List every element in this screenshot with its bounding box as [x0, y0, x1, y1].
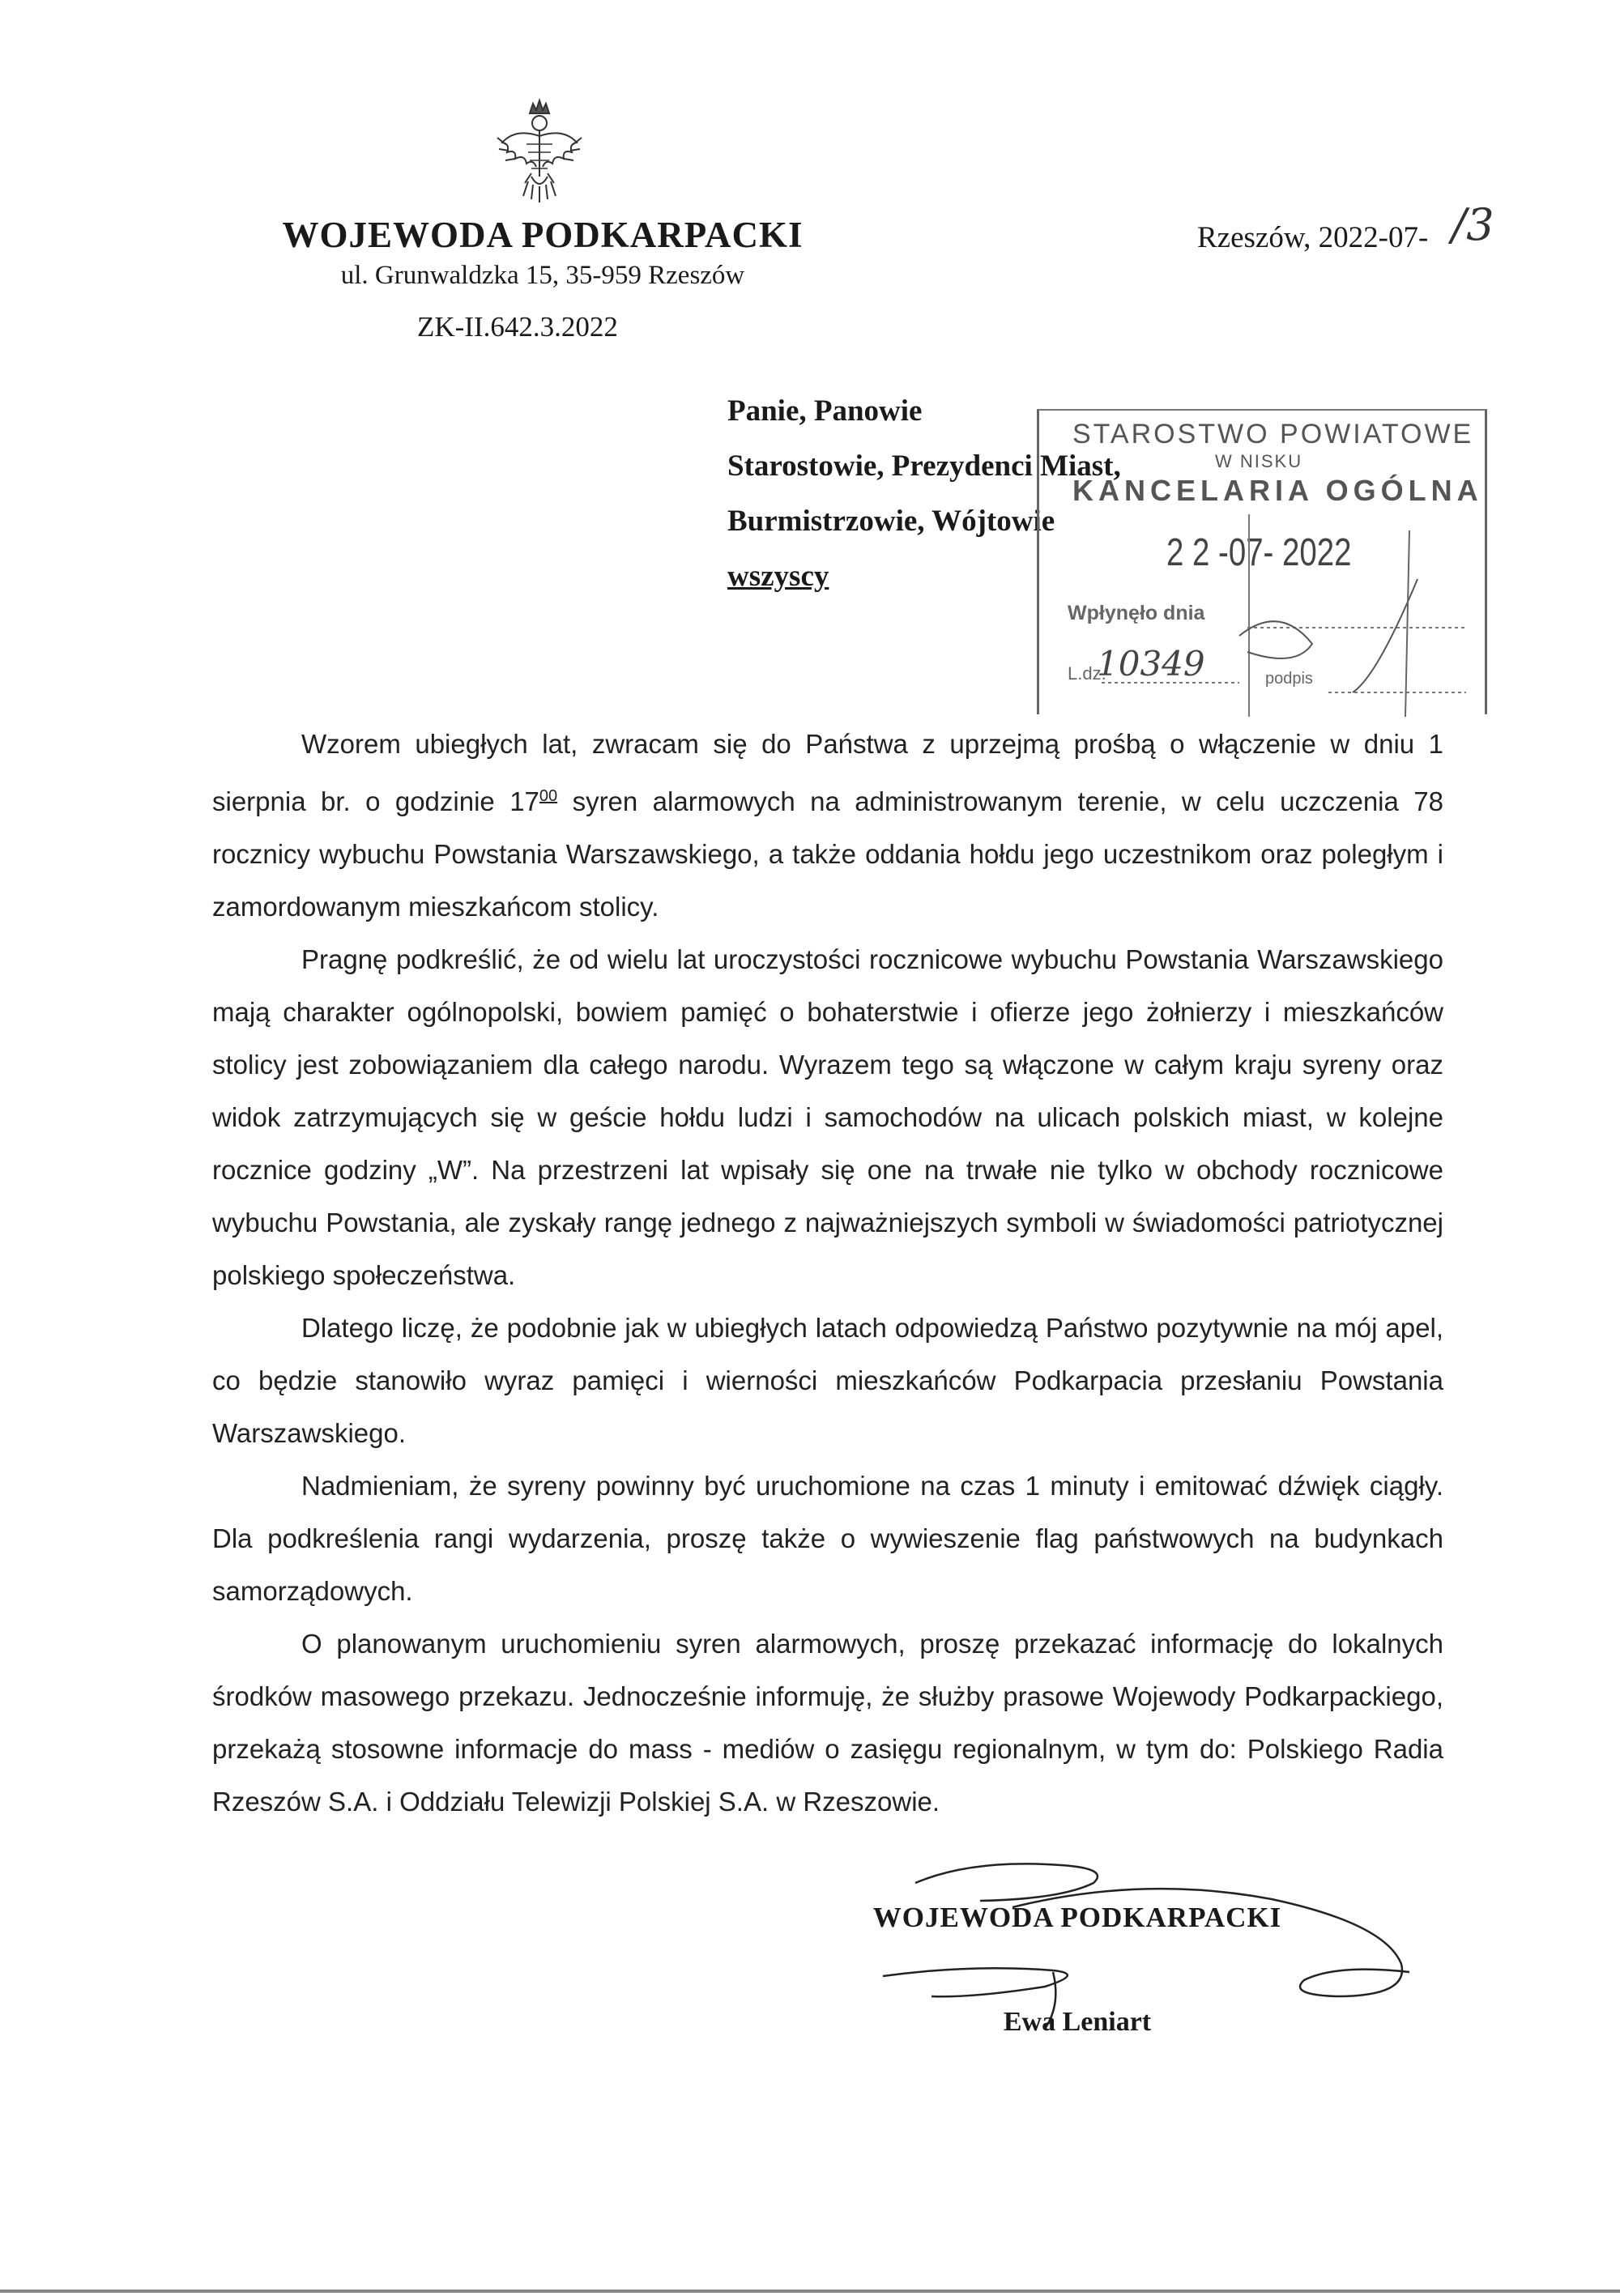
addressee-line: Burmistrzowie, Wójtowie [727, 505, 1055, 538]
addressee-line: wszyscy [727, 560, 829, 593]
paragraph-text: Wzorem ubiegłych lat, zwracam się do Państwa z uprzejmą prośbą o włączenie w dniu 1 sierpnia br. o godzinie 17 [212, 729, 1443, 816]
letter-body [212, 718, 1443, 1828]
stamp-ldz-label: L.dz. [1068, 663, 1106, 684]
signature-block [842, 1902, 1312, 2038]
addressee-line: Starostowie, Prezydenci Miast, [727, 449, 1121, 483]
paragraph: Dlatego liczę, że podobnie jak w ubiegłych latach odpowiedzą Państwo pozytywnie na mój apel, co będzie stanowiło wyraz pamięci i wierności mieszkańców Podkarpacia przesłaniu Powstania Warszawskiego. [212, 1313, 1443, 1448]
signatory-title: WOJEWODA PODKARPACKI [872, 1902, 1282, 1933]
stamp-handwritten-number: 10349 [1097, 644, 1205, 684]
issuer-block [243, 212, 842, 293]
handwritten-day: /3 [1452, 199, 1494, 250]
stamp-town: W NISKU [1215, 451, 1303, 471]
paragraph [212, 718, 1443, 933]
place-date: Rzeszów, 2022-07- [1197, 221, 1429, 254]
signatory-name: Ewa Leniart [1003, 2007, 1152, 2037]
stamp-date: 2 2 -07- 2022 [1166, 531, 1352, 574]
case-reference: ZK-II.642.3.2022 [417, 311, 618, 343]
registry-stamp [1037, 409, 1486, 717]
stamp-received-label: Wpłynęło dnia [1068, 602, 1205, 624]
issuer-name: WOJEWODA PODKARPACKI [282, 215, 804, 255]
time-superscript: 00 [539, 787, 558, 805]
stamp-office: STAROSTWO POWIATOWE [1072, 419, 1474, 449]
stamp-signature-label: podpis [1265, 670, 1313, 688]
scan-edge-line [0, 2290, 1620, 2293]
paragraph: O planowanym uruchomieniu syren alarmowych, proszę przekazać informację do lokalnych środków masowego przekazu. Jednocześnie informuję, że służby prasowe Wojewody Podkarpackiego, przekażą stosowne informacje do mass - mediów o zasięgu regionalnym, w tym do: Polskiego Radia Rzeszów S.A. i Oddziału Telewizji Polskiej S.A. w Rzeszowie. [212, 1629, 1443, 1817]
issuer-address: ul. Grunwaldzka 15, 35-959 Rzeszów [340, 261, 745, 290]
stamp-department: KANCELARIA OGÓLNA [1072, 474, 1483, 507]
paragraph-text: syren alarmowych na administrowanym terenie, w celu uczczenia 78 rocznicy wybuchu Powstania Warszawskiego, a także oddania hołdu jego uczestnikom oraz poległym i zamordowanym mieszkańcom stolicy. [212, 786, 1443, 922]
paragraph: Nadmieniam, że syreny powinny być uruchomione na czas 1 minuty i emitować dźwięk ciągły. Dla podkreślenia rangi wydarzenia, proszę także o wywieszenie flag państwowych na budynkach samorządowych. [212, 1471, 1443, 1606]
stamp-lines [1037, 409, 1486, 717]
paragraph: Pragnę podkreślić, że od wielu lat uroczystości rocznicowe wybuchu Powstania Warszawskiego mają charakter ogólnopolski, bowiem pamięć o bohaterstwie i ofierze jego żołnierzy i mieszkańców stolicy jest zobowiązaniem dla całego narodu. Wyrazem tego są włączone w całym kraju syreny oraz widok zatrzymujących się w geście hołdu ludzi i samochodów na ulicach polskich miast, w kolejne rocznice godziny „W”. Na przestrzeni lat wpisały się one na trwałe nie tylko w obchody rocznicowe wybuchu Powstania, ale zyskały rangę jednego z najważniejszych symboli w świadomości patriotycznej polskiego społeczeństwa. [212, 944, 1443, 1290]
addressee-line: Panie, Panowie [727, 394, 923, 428]
polish-eagle-emblem-icon [491, 96, 588, 209]
